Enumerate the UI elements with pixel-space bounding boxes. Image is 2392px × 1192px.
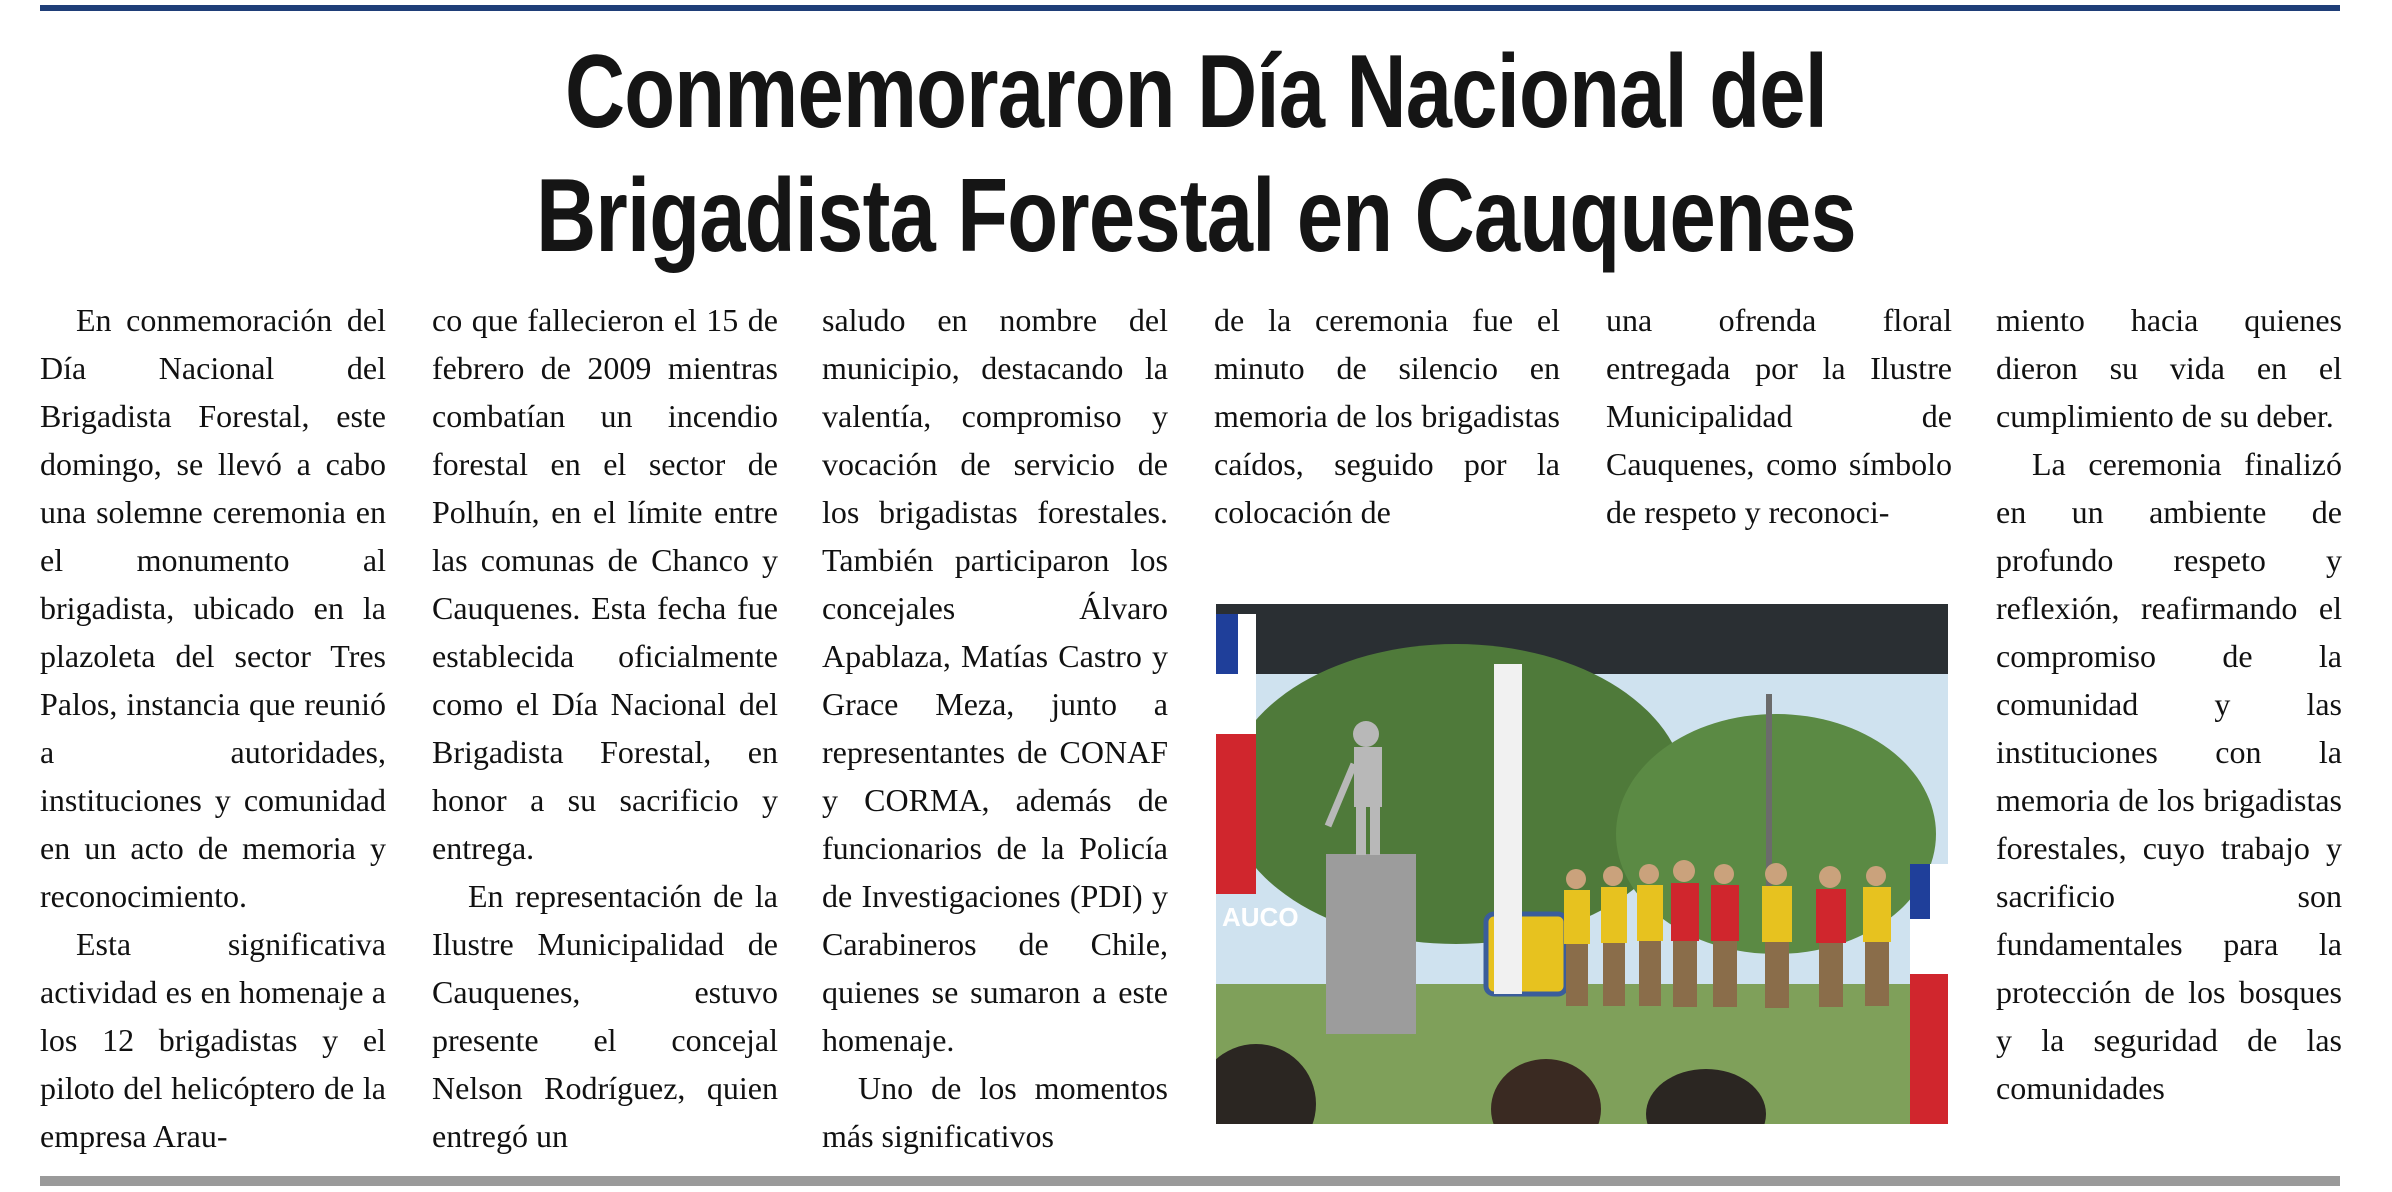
column-2-paragraph-2: En representación de la Ilustre Municipalidad de Cauquenes, estuvo presente el concejal Nelson Rodríguez, quien entregó un xyxy=(432,878,778,1154)
article-column-5 xyxy=(1606,296,1952,536)
photo-sign-text: AUCO xyxy=(1222,902,1299,932)
column-5-paragraph-1: una ofrenda floral entregada por la Ilustre Municipalidad de Cauquenes, como símbolo de respeto y reconoci- xyxy=(1606,302,1952,530)
headline-line-2: Brigadista Forestal en Cauquenes xyxy=(536,158,1856,274)
article-column-2 xyxy=(432,296,778,1160)
photo-awning xyxy=(1216,604,1948,674)
top-rule xyxy=(40,5,2340,11)
chilean-flag-right xyxy=(1910,864,1948,1124)
ceremony-photo xyxy=(1216,604,1948,1124)
headline xyxy=(239,30,2153,278)
white-flag xyxy=(1494,664,1522,994)
article-column-3 xyxy=(822,296,1168,1160)
bottom-rule xyxy=(40,1176,2340,1186)
headline-line-1: Conmemoraron Día Nacional del xyxy=(564,34,1828,150)
column-4-paragraph-1: de la ceremonia fue el minuto de silencio en memoria de los brigadistas caídos, seguido por la colocación de xyxy=(1214,302,1560,530)
column-6-paragraph-2: La ceremonia finalizó en un ambiente de profundo respeto y reflexión, reafirmando el compromiso de la comunidad y las instituciones con la memoria de los brigadistas forestales, cuyo trabajo y sacrificio son fundamentales para la protección de los bosques y la seguridad de las comunidades xyxy=(1996,446,2342,1106)
column-3-paragraph-1: saludo en nombre del municipio, destacando la valentía, compromiso y vocación de servicio de los brigadistas forestales. También participaron los concejales Álvaro Apablaza, Matías Castro y Grace Meza, junto a representantes de CONAF y CORMA, además de funcionarios de la Policía de Investigaciones (PDI) y Carabineros de Chile, quienes se sumaron a este homenaje. xyxy=(822,302,1168,1058)
column-2-paragraph-1: co que fallecieron el 15 de febrero de 2009 mientras combatían un incendio forestal en el sector de Polhuín, en el límite entre las comunas de Chanco y Cauquenes. Esta fecha fue establecida oficialmente como el Día Nacional del Brigadista Forestal, en honor a su sacrificio y entrega. xyxy=(432,302,778,866)
monument-pedestal xyxy=(1326,854,1416,1034)
article-column-1 xyxy=(40,296,386,1160)
ceremony-photo-illustration xyxy=(1216,604,1948,1124)
chilean-flag-left xyxy=(1216,614,1256,894)
article-column-4 xyxy=(1214,296,1560,536)
column-3-paragraph-2: Uno de los momentos más significativos xyxy=(822,1070,1168,1154)
column-1-paragraph-1: En conmemoración del Día Nacional del Brigadista Forestal, este domingo, se llevó a cabo una solemne ceremonia en el monumento al brigadista, ubicado en la plazoleta del sector Tres Palos, instancia que reunió a autoridades, instituciones y comunidad en un acto de memoria y reconocimiento. xyxy=(40,302,386,914)
article-column-6 xyxy=(1996,296,2342,1112)
column-6-paragraph-1: miento hacia quienes dieron su vida en el cumplimiento de su deber. xyxy=(1996,302,2342,434)
column-1-paragraph-2: Esta significativa actividad es en homenaje a los 12 brigadistas y el piloto del helicóptero de la empresa Arau- xyxy=(40,926,386,1154)
